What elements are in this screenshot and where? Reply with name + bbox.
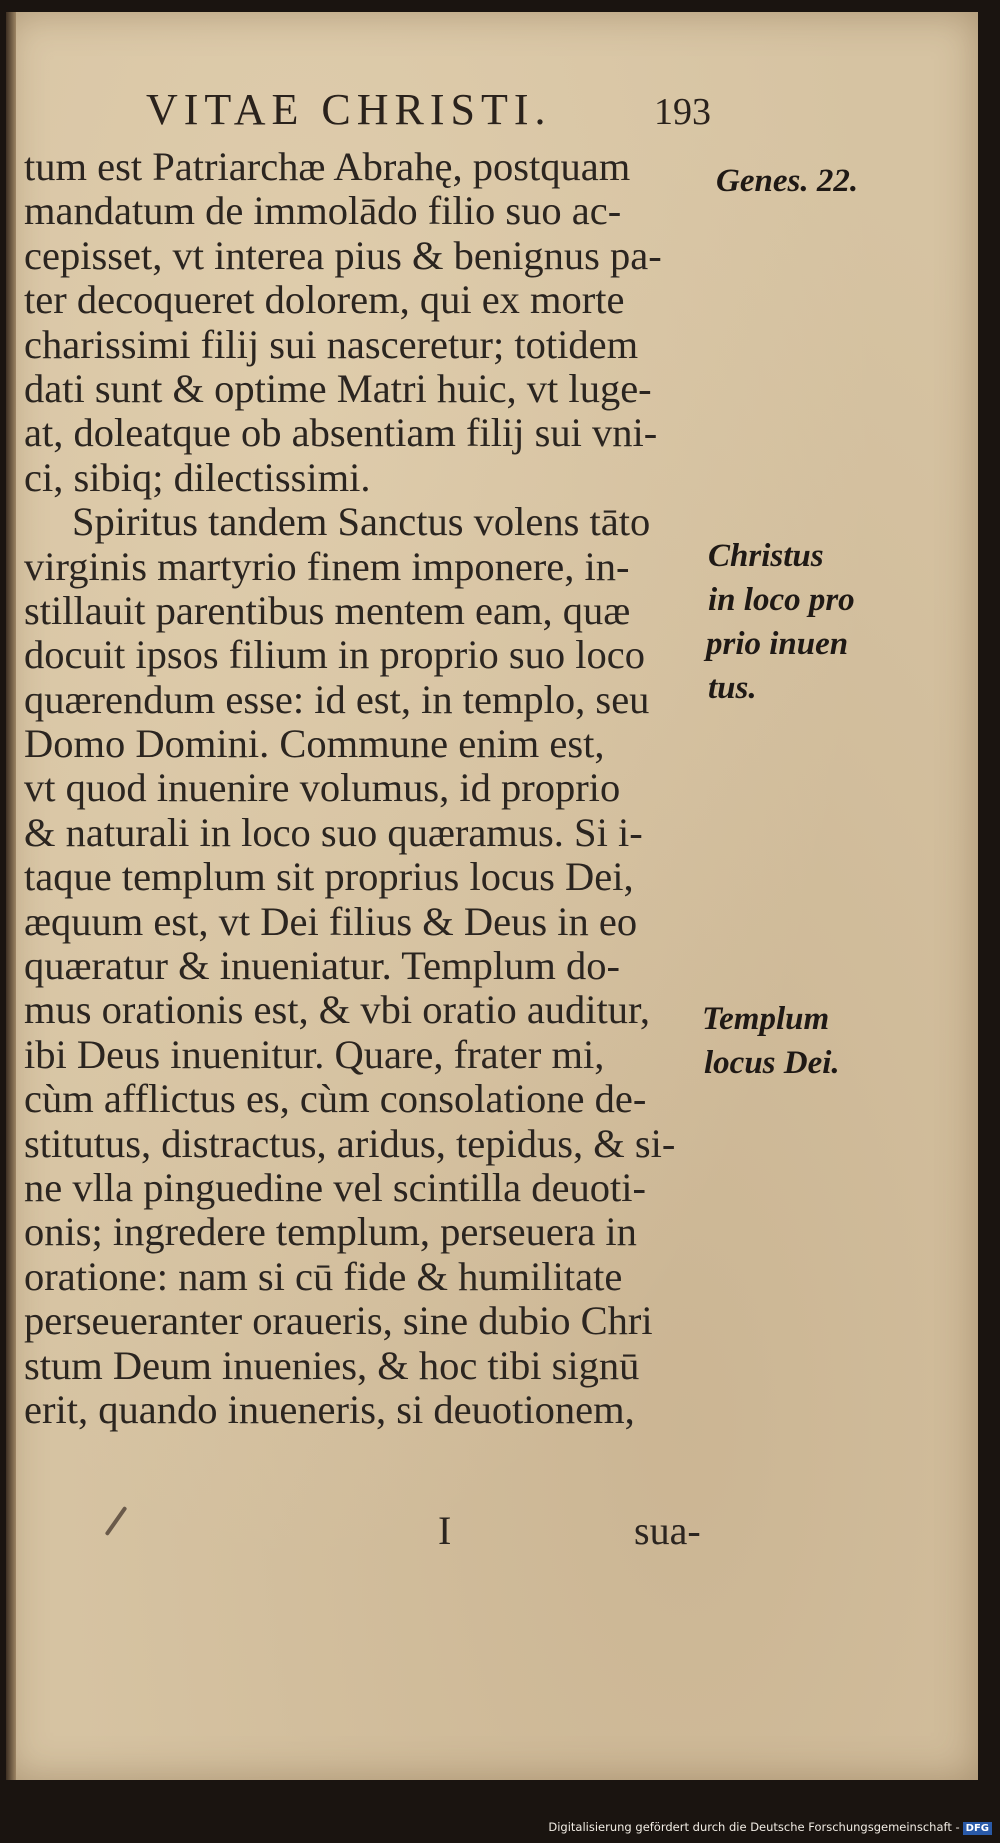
text-line: cùm afflictus es, cùm consolatione de- bbox=[24, 1076, 647, 1122]
text-line: ibi Deus inuenitur. Quare, frater mi, bbox=[24, 1031, 605, 1077]
text-line: taque templum sit proprius locus Dei, bbox=[24, 854, 634, 900]
text-line: quærendum esse: id est, in templo, seu bbox=[24, 676, 650, 722]
text-line: ci, sibiq; dilectissimi. bbox=[24, 454, 371, 500]
credit-text: Digitalisierung gefördert durch die Deutsche Forschungsgemeinschaft - bbox=[548, 1820, 960, 1834]
text-line: vt quod inuenire volumus, id proprio bbox=[24, 765, 621, 811]
text-line: perseueranter oraueris, sine dubio Chri bbox=[24, 1298, 653, 1344]
digitization-credit bbox=[548, 1820, 992, 1835]
text-line: stillauit parentibus mentem eam, quæ bbox=[24, 587, 631, 633]
marginal-note: tus. bbox=[708, 670, 757, 706]
text-line: Domo Domini. Commune enim est, bbox=[24, 721, 605, 767]
marginal-note: Christus bbox=[708, 538, 824, 574]
text-line: æquum est, vt Dei filius & Deus in eo bbox=[24, 898, 638, 944]
signature-mark: I bbox=[438, 1508, 452, 1553]
book-page bbox=[6, 12, 978, 1780]
marginal-note: Templum bbox=[702, 1001, 830, 1037]
dfg-logo-icon: DFG bbox=[963, 1822, 992, 1835]
text-line: stum Deum inuenies, & hoc tibi signū bbox=[24, 1342, 640, 1388]
text-line: charissimi filij sui nasceretur; totidem bbox=[24, 321, 639, 367]
page-gutter bbox=[6, 12, 16, 1780]
text-line: & naturali in loco suo quæramus. Si i- bbox=[24, 809, 643, 855]
text-line: at, doleatque ob absentiam filij sui vni- bbox=[24, 410, 658, 456]
marginal-note: Genes. 22. bbox=[716, 163, 859, 199]
page-number: 193 bbox=[654, 91, 711, 133]
text-line: stitutus, distractus, aridus, tepidus, & si- bbox=[24, 1120, 676, 1166]
catchword: sua- bbox=[634, 1508, 701, 1553]
marginal-note: locus Dei. bbox=[704, 1045, 840, 1081]
text-line: dati sunt & optime Matri huic, vt luge- bbox=[24, 365, 652, 411]
text-line: onis; ingredere templum, perseuera in bbox=[24, 1209, 637, 1255]
text-line: ter decoqueret dolorem, qui ex morte bbox=[24, 277, 625, 323]
text-line: erit, quando inueneris, si deuotionem, bbox=[24, 1386, 635, 1432]
marginal-note: in loco pro bbox=[708, 582, 855, 618]
text-line: docuit ipsos filium in proprio suo loco bbox=[24, 632, 645, 678]
text-line: quæratur & inueniatur. Templum do- bbox=[24, 943, 620, 989]
text-line: mandatum de immolādo filio suo ac- bbox=[24, 188, 622, 234]
text-line: mus orationis est, & vbi oratio auditur, bbox=[24, 987, 651, 1033]
marginal-note: prio inuen bbox=[706, 626, 849, 662]
text-line: tum est Patriarchæ Abrahę, postquam bbox=[24, 144, 631, 189]
running-title: VITAE CHRISTI. bbox=[146, 85, 552, 134]
text-line: cepisset, vt interea pius & benignus pa- bbox=[24, 232, 662, 278]
ink-mark bbox=[105, 1506, 128, 1536]
text-line: Spiritus tandem Sanctus volens tāto bbox=[72, 499, 651, 545]
main-text-block bbox=[24, 145, 714, 1432]
text-line: oratione: nam si cū fide & humilitate bbox=[24, 1253, 623, 1299]
text-line: ne vlla pinguedine vel scintilla deuoti- bbox=[24, 1164, 646, 1210]
text-line: virginis martyrio finem imponere, in- bbox=[24, 543, 630, 589]
